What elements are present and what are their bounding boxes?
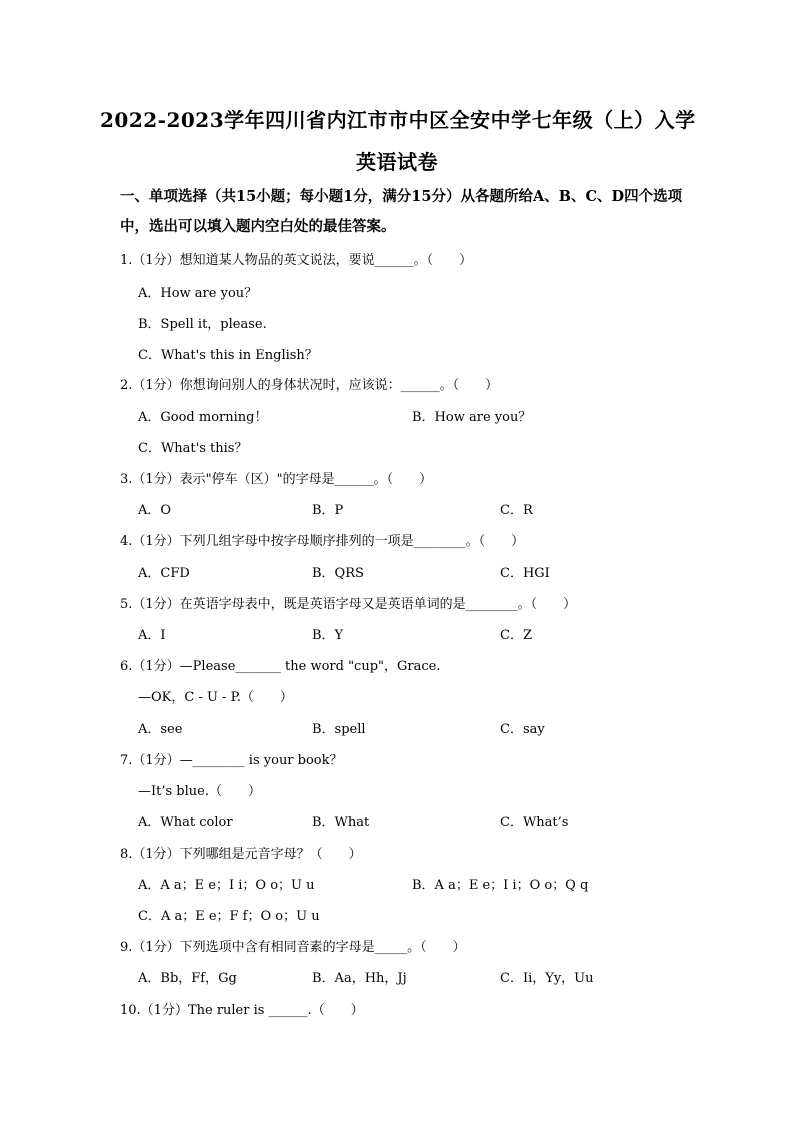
question-2-option-c[interactable]: C．What's this？ [138,441,248,456]
question-5-option-a[interactable]: A．I [138,628,166,643]
question-2-stem: 2.（1分）你想询问别人的身体状况时，应该说：______。（ ） [120,378,499,393]
question-1-stem: 1.（1分）想知道某人物品的英文说法，要说______。（ ） [120,253,473,268]
question-6-stem-reply: —OK，C - U - P.（ ） [138,690,293,705]
section-instructions-line2: 中，选出可以填入题内空白处的最佳答案。 [120,218,396,235]
question-2-option-b[interactable]: B．How are you？ [412,410,532,425]
question-5-option-b[interactable]: B．Y [312,628,344,643]
section-instructions-line1: 一、单项选择（共15小题；每小题1分，满分15分）从各题所给A、B、C、D四个选项 [120,188,683,205]
question-9-option-b[interactable]: B．Aa，Hh，Jj [312,971,407,986]
question-4-stem: 4.（1分）下列几组字母中按字母顺序排列的一项是________。（ ） [120,534,525,549]
question-5-option-c[interactable]: C．Z [500,628,532,643]
question-7-stem: 7.（1分）—________ is your book？ [120,753,343,768]
question-3-stem: 3.（1分）表示"停车（区）"的字母是______。（ ） [120,472,433,487]
question-9-option-c[interactable]: C．Ii，Yy，Uu [500,971,594,986]
question-9-stem: 9.（1分）下列选项中含有相同音素的字母是_____。（ ） [120,940,466,955]
question-9-option-a[interactable]: A．Bb，Ff，Gg [138,971,237,986]
question-5-stem: 5.（1分）在英语字母表中，既是英语字母又是英语单词的是________。（ ） [120,597,577,612]
question-6-option-c[interactable]: C．say [500,722,545,737]
question-2-option-a[interactable]: A．Good morning！ [138,410,268,425]
question-8-option-c[interactable]: C．A a；E e；F f；O o；U u [138,909,320,924]
exam-title-line1: 2022-2023学年四川省内江市市中区全安中学七年级（上）入学 [100,108,696,132]
question-1-option-a[interactable]: A．How are you？ [138,286,258,301]
question-8-option-b[interactable]: B．A a；E e；I i；O o；Q q [412,878,589,893]
question-10-stem: 10.（1分）The ruler is ______.（ ） [120,1003,364,1018]
question-6-option-a[interactable]: A．see [138,722,183,737]
question-4-option-c[interactable]: C．HGI [500,566,550,581]
question-3-option-b[interactable]: B．P [312,503,344,518]
question-8-stem: 8.（1分）下列哪组是元音字母？（ ） [120,847,362,862]
question-3-option-c[interactable]: C．R [500,503,533,518]
question-8-option-a[interactable]: A．A a；E e；I i；O o；U u [138,878,315,893]
question-7-stem-reply: —It’s blue.（ ） [138,784,261,799]
question-4-option-a[interactable]: A．CFD [138,566,190,581]
question-1-option-c[interactable]: C．What's this in English？ [138,348,318,363]
exam-title-line2: 英语试卷 [356,150,438,174]
question-3-option-a[interactable]: A．O [138,503,172,518]
question-1-option-b[interactable]: B．Spell it，please. [138,317,267,332]
question-7-option-b[interactable]: B．What [312,815,370,830]
question-6-stem: 6.（1分）—Please_______ the word "cup"，Grace. [120,659,441,674]
question-7-option-a[interactable]: A．What color [138,815,233,830]
question-7-option-c[interactable]: C．What’s [500,815,569,830]
question-4-option-b[interactable]: B．QRS [312,566,364,581]
question-6-option-b[interactable]: B．spell [312,722,366,737]
